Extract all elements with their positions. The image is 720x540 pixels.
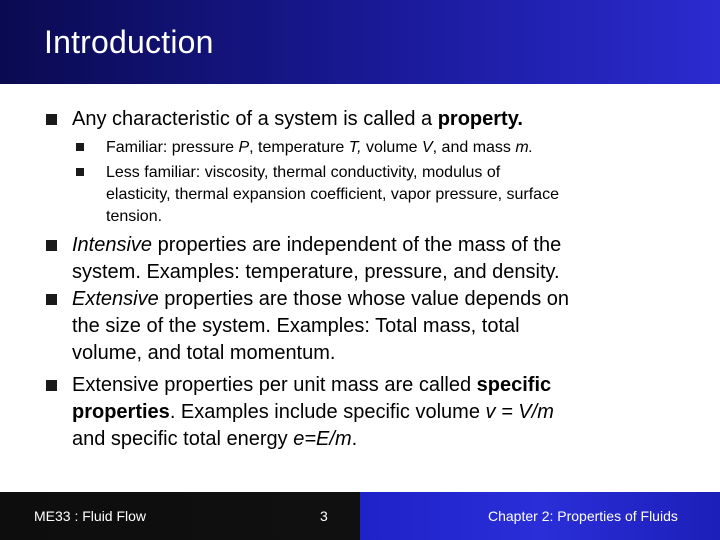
sub-text: , temperature	[249, 139, 349, 156]
sub-text: Familiar: pressure	[106, 139, 239, 156]
bullet-text: . Examples include specific volume	[169, 401, 486, 423]
bold-term: properties	[72, 401, 170, 423]
sub-bullet-square-icon	[76, 168, 84, 176]
bullet-extensive-l2: the size of the system. Examples: Total mass, total	[72, 315, 520, 337]
bullet-intensive-l1	[72, 232, 561, 259]
bullet-square-icon	[46, 114, 57, 125]
bullet-text: properties are those whose value depends on	[158, 288, 569, 310]
title-bar	[0, 0, 720, 84]
sub-bullet-familiar	[106, 138, 533, 157]
symbol-m: m.	[515, 139, 534, 156]
bullet-specific-l3	[72, 426, 357, 453]
footer-chapter: Chapter 2: Properties of Fluids	[488, 508, 678, 524]
footer-left-panel	[0, 492, 360, 540]
bullet-intensive-l2: system. Examples: temperature, pressure, and density.	[72, 261, 560, 283]
footer	[0, 492, 720, 540]
symbol-P: P	[238, 139, 250, 156]
sub-bullet-less-familiar-l1: Less familiar: viscosity, thermal conductivity, modulus of	[106, 164, 501, 181]
sub-text: volume	[361, 139, 422, 156]
bullet-text: Extensive properties per unit mass are called	[72, 374, 477, 396]
bullet-extensive-l3: volume, and total momentum.	[72, 342, 336, 364]
sub-bullet-less-familiar-l3: tension.	[106, 208, 163, 225]
formula-specific-volume: v = V/m	[485, 401, 554, 423]
sub-text: , and mass	[432, 139, 516, 156]
bullet-specific-l2	[72, 399, 554, 426]
formula-specific-energy: e=E/m	[293, 428, 352, 450]
bullet-square-icon	[46, 294, 57, 305]
footer-page-number: 3	[320, 508, 328, 524]
slide-title: Introduction	[44, 24, 214, 60]
footer-right-panel	[360, 492, 720, 540]
sub-bullet-square-icon	[76, 143, 84, 151]
symbol-V: V	[421, 139, 433, 156]
bullet-square-icon	[46, 380, 57, 391]
bullet-specific-l1	[72, 372, 551, 399]
footer-course: ME33 : Fluid Flow	[34, 508, 147, 524]
bullet-square-icon	[46, 240, 57, 251]
sub-bullet-less-familiar-l2: elasticity, thermal expansion coefficient, vapor pressure, surface	[106, 186, 559, 203]
italic-term: Intensive	[72, 234, 153, 256]
bullet-property	[72, 106, 523, 133]
bullet-extensive-l1	[72, 286, 569, 313]
bullet-bold-term: property.	[437, 108, 523, 130]
bold-term: specific	[476, 374, 552, 396]
bullet-text: and specific total energy	[72, 428, 294, 450]
bullet-text: .	[351, 428, 358, 450]
bullet-text: Any characteristic of a system is called a	[72, 108, 438, 130]
italic-term: Extensive	[72, 288, 159, 310]
symbol-T: T,	[348, 139, 362, 156]
bullet-text: properties are independent of the mass of the	[152, 234, 562, 256]
